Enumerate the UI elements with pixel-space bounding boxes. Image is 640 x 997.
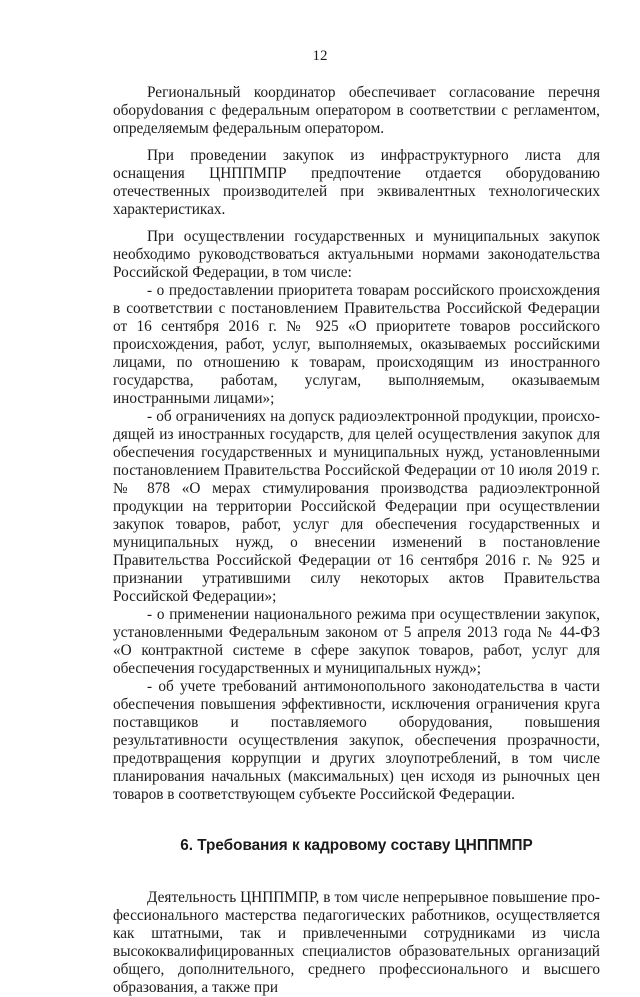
paragraph-legislation-intro: При осуществлении государственных и муниципальных закупок необходимо руководствоваться актуальными нормами законодательства Российской Федерации, в том числе: [113,228,600,281]
list-item-priority-russian-goods: - о предоставлении приоритета товарам российского происхождения в соответствии с постановлением Правительства Российской Федерации от 16 сентября 2016 г. № 925 «О приоритете товаров российского происхождения, работ, услуг, выполняемых, оказываемых российскими лицами, по отношению к товарам, происходящим из иностранного государства, работам, услугам, выполняемым, оказываемым иностранными лицами»; [113,282,600,407]
list-item-radioelectronics-restrictions: - об ограничениях на допуск радиоэлектронной продукции, происходящей из иностранных государств, для целей осуществления закупок для обеспечения государственных и муниципальных нужд, установленными постановлением Правительства Российской Федерации от 10 июля 2019 г. № 878 «О мерах стимулирования производства радиоэлектронной продукции на территории Российской Федерации при осуществлении закупок товаров, работ, услуг для обеспечения государственных и муниципальных нужд, о внесении изменений в постановление Правительства Российской Федерации от 16 сентября 2016 г. № 925 и признании утратившими силу некоторых актов Правительства Российской Федерации»; [113,408,600,605]
document-body [113,84,600,997]
list-item-national-regime: - о применении национального режима при осуществлении закупок, установленными Федеральным законом от 5 апреля 2013 года № 44-ФЗ «О контрактной системе в сфере закупок товаров, работ, услуг для обеспечения государственных и муниципальных нужд»; [113,606,600,677]
list-item-antimonopoly: - об учете требований антимонопольного законодательства в части обеспечения повышения эффективности, исключения ограничения круга поставщиков и поставляемого оборудования, повышения результативности осуществления закупок, обеспечения прозрачности, предотвращения коррупции и других злоупотреблений, в том числе планирования начальных (максимальных) цен исходя из рыночных цен товаров в соответствующем субъекте Российской Федерации. [113,678,600,803]
paragraph-staffing: Деятельность ЦНППМПР, в том числе непрерывное повышение профессионального мастерства педагогических работников, осуществляется как штатными, так и привлеченными сотрудниками из числа высококвалифицированных специалистов образовательных организаций общего, дополнительного, среднего профессионального и высшего образования, а также при [113,889,600,996]
paragraph-procurement-preference: При проведении закупок из инфраструктурного листа для оснащения ЦНППМПР предпочтение отдается оборудованию отечественных производителей при эквивалентных технологических характеристиках. [113,147,600,218]
page-number: 12 [312,48,328,64]
section-heading: 6. Требования к кадровому составу ЦНППМПР [180,837,533,854]
paragraph-coordinator: Региональный координатор обеспечивает согласование перечня оборуdования с федеральным оператором в соответствии с регламентом, определяемым федеральным оператором. [113,84,600,137]
